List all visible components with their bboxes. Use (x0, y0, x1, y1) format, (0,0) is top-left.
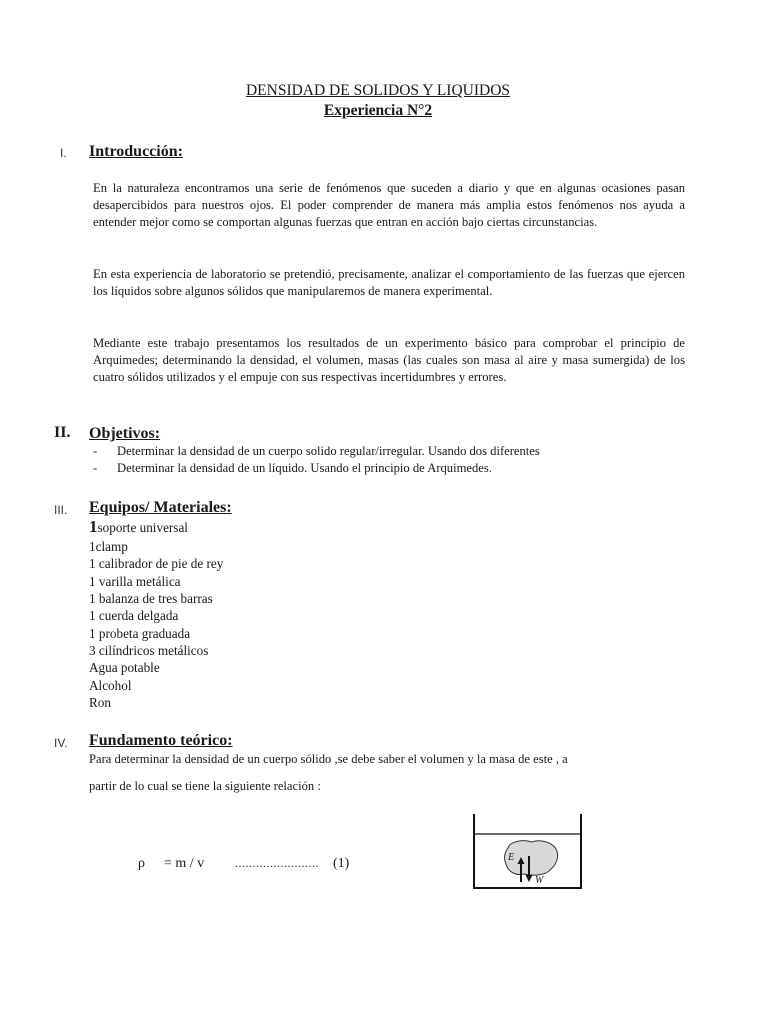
section-heading-equipos: Equipos/ Materiales: (89, 499, 232, 516)
section-number-equipos: III. (54, 503, 68, 517)
formula-dots: ........................ (235, 856, 319, 870)
list-item: Agua potable (89, 660, 160, 676)
section-heading-intro: Introducción: (89, 143, 183, 160)
section-heading-objetivos: Objetivos: (89, 425, 161, 442)
list-item: 1 balanza de tres barras (89, 591, 213, 607)
fundamento-line-1: Para determinar la densidad de un cuerpo sólido ,se debe saber el volumen y la masa de este , a (89, 752, 568, 766)
document-title: DENSIDAD DE SOLIDOS Y LIQUIDOS (245, 82, 511, 99)
list-item: Ron (89, 695, 111, 711)
material-text: soporte universal (97, 520, 188, 535)
material-item-first (89, 518, 188, 536)
intro-paragraph-2: En esta experiencia de laboratorio se pretendió, precisamente, analizar el comportamiento de las fuerzas que ejercen los líquidos sobre algunos sólidos que manipularemos de manera experimental. (93, 267, 685, 298)
objective-item (93, 460, 492, 477)
section-heading-fundamento: Fundamento teórico: (89, 732, 233, 749)
container-diagram (470, 812, 586, 892)
list-item: 1 cuerda delgada (89, 608, 179, 624)
objective-item (93, 443, 540, 460)
document-subtitle: Experiencia N°2 (323, 102, 433, 119)
list-item: 1 probeta graduada (89, 625, 191, 641)
list-item: 1 varilla metálica (89, 573, 181, 589)
intro-paragraph-3: Mediante este trabajo presentamos los resultados de un experimento básico para comprobar el principio de Arquimedes; determinando la densidad, el volumen, masas (las cuales son masa al aire y masa sumergida) de los cuatro sólidos utilizados y el empuje con sus respectivas incertidumbres y errores. (93, 336, 685, 384)
materials-list (89, 538, 223, 711)
section-number-intro: I. (60, 146, 67, 160)
bullet-dash: - (93, 444, 98, 458)
list-item: Alcohol (89, 677, 132, 693)
intro-paragraph-1: En la naturaleza encontramos una serie de fenómenos que suceden a diario y que en algunas ocasiones pasan desapercibidos para nuestros ojos. El poder comprender de manera más amplia estos fenómenos nos ayuda a entender mejor como se comportan algunas fuerzas que entran en acción bajo ciertas circunstancias. (93, 181, 685, 229)
section-number-fundamento: IV. (54, 736, 68, 750)
label-empuje: E (508, 852, 515, 863)
list-item: 1 calibrador de pie de rey (89, 556, 224, 572)
objective-text: Determinar la densidad de un cuerpo solido regular/irregular. Usando dos diferentes (117, 444, 540, 458)
formula-expression: = m / v (164, 856, 205, 871)
archimedes-figure (470, 812, 586, 892)
section-number-objetivos: II. (54, 424, 71, 441)
weight-arrowhead (526, 875, 533, 882)
equation-number: (1) (333, 856, 350, 871)
fundamento-line-2: partir de lo cual se tiene la siguiente relación : (89, 779, 321, 793)
material-count: 1 (89, 517, 98, 536)
density-symbol: ρ (138, 856, 145, 871)
label-peso: W (535, 875, 544, 886)
list-item: 3 cilíndricos metálicos (89, 643, 209, 659)
list-item: 1clamp (89, 539, 128, 554)
objective-text: Determinar la densidad de un líquido. Usando el principio de Arquimedes. (117, 461, 492, 475)
bullet-dash: - (93, 461, 98, 475)
